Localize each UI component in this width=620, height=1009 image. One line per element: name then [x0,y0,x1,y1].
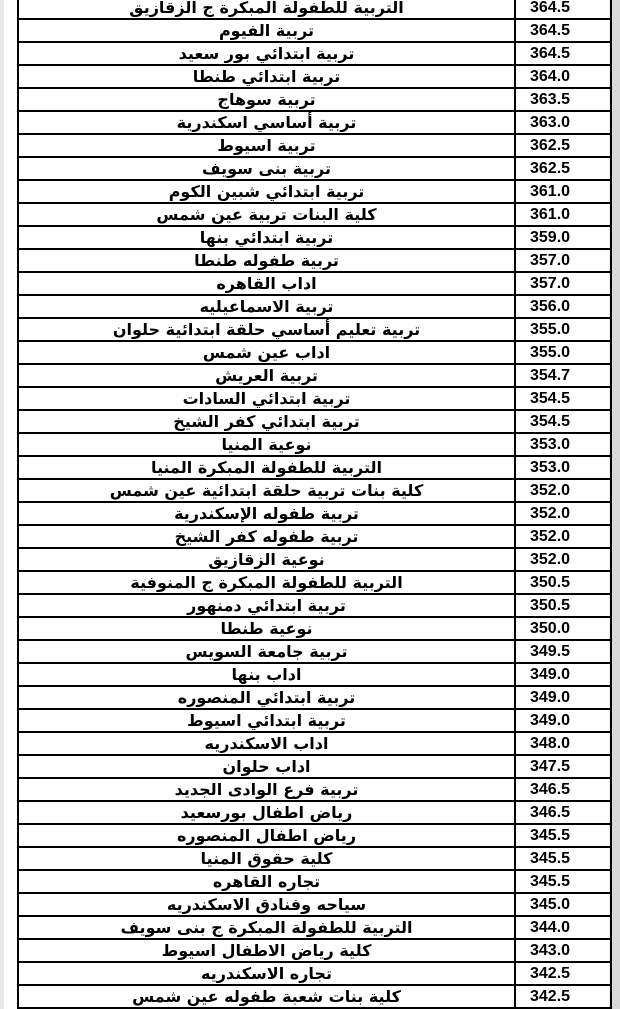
score-cell: 346.5 [515,801,611,824]
score-cell: 349.0 [515,663,611,686]
score-cell: 353.0 [515,433,611,456]
college-name-cell: تربية أساسي اسكندرية [18,111,515,134]
college-name-cell: تربية جامعة السويس [18,640,515,663]
table-row [18,893,611,916]
college-name-cell: كلية رياض الاطفال اسيوط [18,939,515,962]
table-row [18,916,611,939]
college-name-cell: تربية اسيوط [18,134,515,157]
table-row [18,318,611,341]
college-name-cell: تجاره الاسكندريه [18,962,515,985]
score-cell: 346.5 [515,778,611,801]
college-name-cell: تربية ابتدائي كفر الشيخ [18,410,515,433]
score-cell: 352.0 [515,525,611,548]
score-cell: 364.5 [515,42,611,65]
score-cell: 349.5 [515,640,611,663]
college-name-cell: اداب الاسكندريه [18,732,515,755]
score-cell: 350.0 [515,617,611,640]
college-name-cell: تجاره القاهره [18,870,515,893]
college-name-cell: تربية ابتدائي اسيوط [18,709,515,732]
table-row [18,548,611,571]
score-cell: 348.0 [515,732,611,755]
college-name-cell: اداب عين شمس [18,341,515,364]
table-row [18,387,611,410]
table-row [18,640,611,663]
score-cell: 352.0 [515,502,611,525]
score-cell: 349.0 [515,686,611,709]
table-row [18,88,611,111]
table-row [18,341,611,364]
table-row [18,985,611,1008]
college-name-cell: اداب بنها [18,663,515,686]
college-name-cell: تربية بنى سويف [18,157,515,180]
college-name-cell: تربية تعليم أساسي حلقة ابتدائية حلوان [18,318,515,341]
score-cell: 350.5 [515,594,611,617]
table-row [18,663,611,686]
score-cell: 354.5 [515,410,611,433]
score-cell: 355.0 [515,318,611,341]
college-name-cell: تربية طفوله الإسكندرية [18,502,515,525]
college-name-cell: نوعية الزقازيق [18,548,515,571]
college-name-cell: تربية العريش [18,364,515,387]
table-row [18,226,611,249]
score-cell: 345.5 [515,824,611,847]
score-cell: 355.0 [515,341,611,364]
score-cell: 344.0 [515,916,611,939]
table-row [18,157,611,180]
score-cell: 349.0 [515,709,611,732]
table-row [18,272,611,295]
table-row [18,111,611,134]
college-name-cell: تربية ابتدائي بور سعيد [18,42,515,65]
college-name-cell: تربية طفوله طنطا [18,249,515,272]
score-cell: 357.0 [515,249,611,272]
score-cell: 356.0 [515,295,611,318]
college-name-cell: تربية الاسماعيليه [18,295,515,318]
college-name-cell: نوعية طنطا [18,617,515,640]
scores-table-body [18,0,611,1008]
table-row [18,180,611,203]
college-name-cell: كلية حقوق المنيا [18,847,515,870]
college-name-cell: اداب حلوان [18,755,515,778]
table-row [18,433,611,456]
scores-table [17,0,612,1009]
table-row [18,801,611,824]
table-row [18,962,611,985]
table-row [18,203,611,226]
table-row [18,939,611,962]
college-name-cell: تربية الفيوم [18,19,515,42]
score-cell: 364.0 [515,65,611,88]
score-cell: 364.5 [515,0,611,19]
score-cell: 361.0 [515,203,611,226]
score-cell: 342.5 [515,962,611,985]
college-name-cell: تربية ابتدائي دمنهور [18,594,515,617]
table-row [18,571,611,594]
college-name-cell: كلية البنات تربية عين شمس [18,203,515,226]
score-cell: 345.0 [515,893,611,916]
table-row [18,847,611,870]
college-name-cell: التربية للطفولة المبكرة المنيا [18,456,515,479]
college-name-cell: اداب القاهره [18,272,515,295]
college-name-cell: تربية طفوله كفر الشيخ [18,525,515,548]
table-row [18,617,611,640]
table-row [18,19,611,42]
college-name-cell: تربية ابتدائي بنها [18,226,515,249]
page-left-edge [0,0,4,1009]
table-row [18,824,611,847]
table-row [18,42,611,65]
table-row [18,502,611,525]
score-cell: 347.5 [515,755,611,778]
score-cell: 353.0 [515,456,611,479]
score-cell: 352.0 [515,479,611,502]
score-cell: 345.5 [515,847,611,870]
table-row [18,134,611,157]
college-name-cell: التربية للطفولة المبكرة ج بنى سويف [18,916,515,939]
table-row [18,410,611,433]
score-cell: 342.5 [515,985,611,1008]
college-name-cell: كلية بنات شعبة طفوله عين شمس [18,985,515,1008]
college-name-cell: تربية فرع الوادى الجديد [18,778,515,801]
college-name-cell: تربية سوهاج [18,88,515,111]
score-cell: 362.5 [515,157,611,180]
table-row [18,0,611,19]
college-name-cell: تربية ابتدائي المنصوره [18,686,515,709]
score-cell: 363.0 [515,111,611,134]
score-cell: 345.5 [515,870,611,893]
table-row [18,778,611,801]
college-name-cell: تربية ابتدائي السادات [18,387,515,410]
table-row [18,870,611,893]
page-right-edge [612,0,620,1009]
score-cell: 343.0 [515,939,611,962]
score-cell: 357.0 [515,272,611,295]
college-name-cell: نوعية المنيا [18,433,515,456]
college-name-cell: تربية ابتدائي طنطا [18,65,515,88]
score-cell: 362.5 [515,134,611,157]
table-row [18,479,611,502]
college-name-cell: سياحه وفنادق الاسكندريه [18,893,515,916]
table-row [18,709,611,732]
score-cell: 359.0 [515,226,611,249]
table-row [18,686,611,709]
college-name-cell: رياض اطفال بورسعيد [18,801,515,824]
score-cell: 352.0 [515,548,611,571]
college-name-cell: التربية للطفولة المبكرة ج المنوفية [18,571,515,594]
college-name-cell: كلية بنات تربية حلقة ابتدائية عين شمس [18,479,515,502]
table-row [18,755,611,778]
table-row [18,295,611,318]
table-row [18,249,611,272]
score-cell: 363.5 [515,88,611,111]
table-row [18,525,611,548]
college-name-cell: رياض اطفال المنصوره [18,824,515,847]
table-row [18,456,611,479]
score-cell: 364.5 [515,19,611,42]
college-name-cell: تربية ابتدائي شبين الكوم [18,180,515,203]
score-cell: 350.5 [515,571,611,594]
table-row [18,364,611,387]
score-cell: 361.0 [515,180,611,203]
college-name-cell: التربية للطفولة المبكرة ج الزقازيق [18,0,515,19]
score-cell: 354.5 [515,387,611,410]
table-row [18,594,611,617]
score-cell: 354.7 [515,364,611,387]
table-row [18,65,611,88]
table-row [18,732,611,755]
